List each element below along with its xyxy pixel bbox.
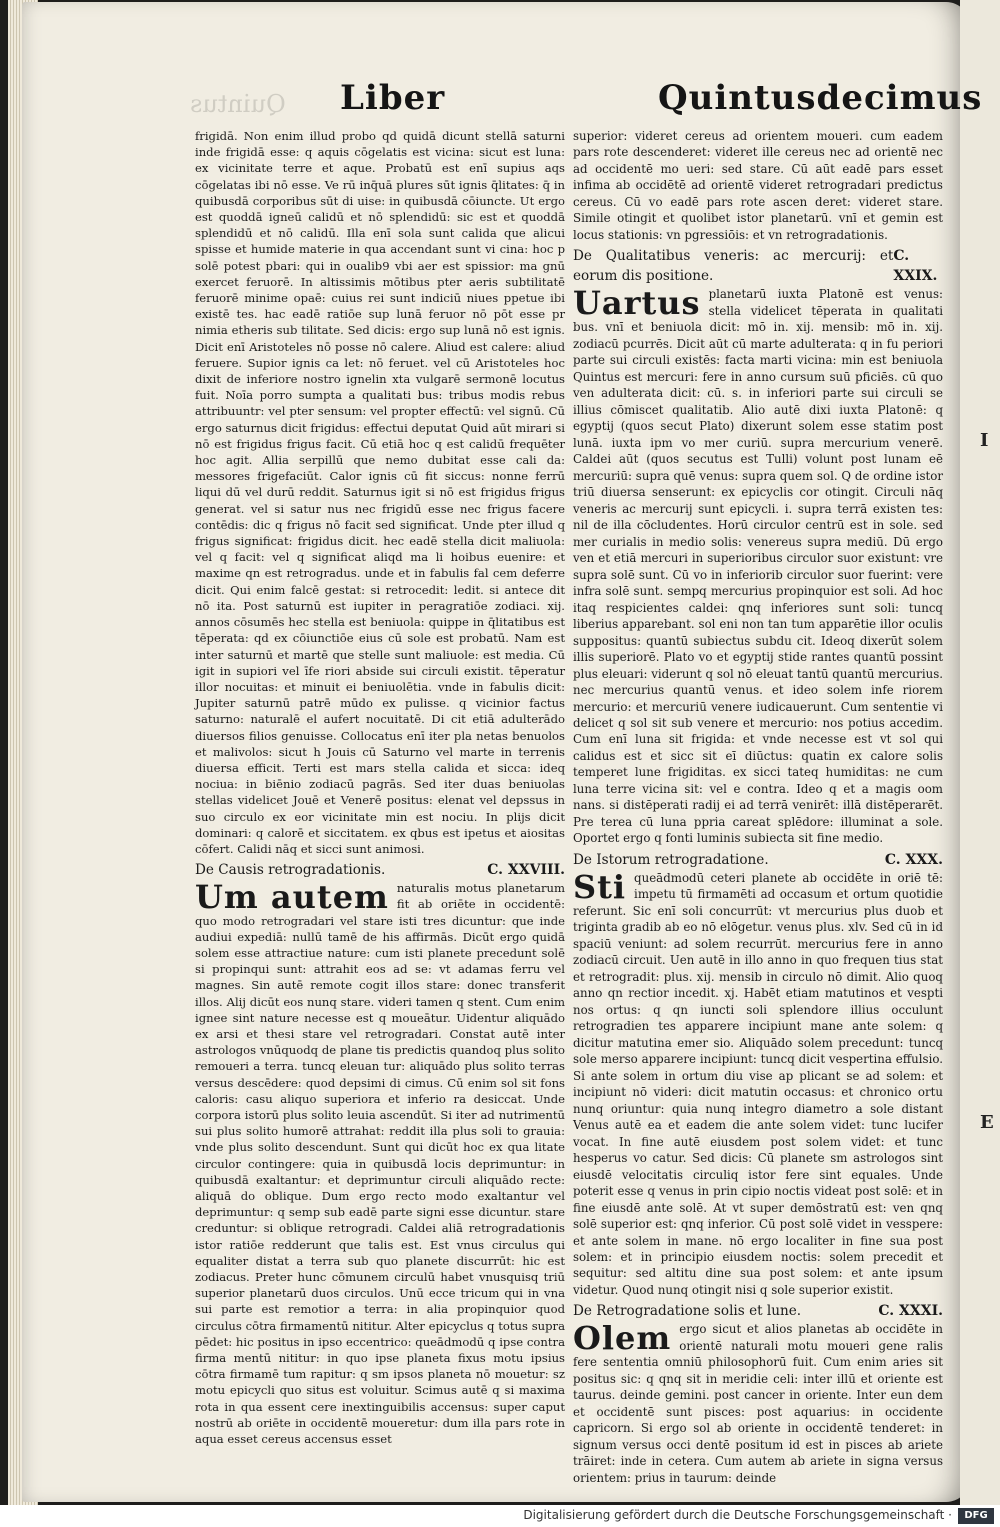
- chapter29-number: C. XXIX.: [893, 248, 938, 285]
- chapter-heading: [195, 860, 565, 880]
- running-head-right: Quintusdecimus: [658, 78, 983, 118]
- right-column-intro: superior: videret cereus ad orientem moueri. cum eadem pars rote descenderet: videret ille cereus nec ad orientē nec ad occidentē mo ueri: sed stare. Cū aūt eadē pars esset infima ab occidētē ad orientē videret retrogradari predictus cereus. Cū vo eadē pars rote ascen deret: videret stare. Simile otingit et quolibet istor planetarū. vnī et gemin est locus stationis: vn pgressiōis: et vn retrogradationis.: [573, 129, 943, 242]
- chapter30-title: De Istorum retrogradatione.: [573, 851, 769, 868]
- chapter29-paragraph: [573, 286, 943, 846]
- chapter30-heading: [573, 850, 943, 870]
- chapter30-paragraph: [573, 867, 943, 1299]
- chapter31-drop-word: Olem: [573, 1319, 672, 1358]
- left-column-text: frigidā. Non enim illud probo qd quidā dicunt stellā saturni inde frigidā esse: q aquis cōgelatis est vicina: sicut est luna: ex vicinitate terre et aque. Probatū est enī supius aqs cōgelatas ibi nō esse. Ve rū inq̄uā plures sūt ignis q̄litates: q̄ in quibusdā corporibus sūt di uise: in quibusdā cōiuncte. Ut ergo est quoddā igneū calidū et nō splendidū: sic est et quoddā splendidū et nō calidū. Illa enī sola sunt calida que alicui spisse et humide materie in qua accendant sunt vi cina: hoc p solē potest pbari: qui in oualib9 vbi aer est spissior: ma gnū exercet feruorē. In altissimis mōtibus pter aeris subtilitatē feruorē minime opaē: cuius rei sunt indiciū niues ppetue ibi existē tes. hac eadē ratiōe sup lunā feruor nō pōt esse pr nimia etheris sub tilitate. Sed dicis: ergo sup lunā nō est ignis. Dicit enī Aristoteles nō posse nō calere. Aliud est calere: aliud feruere. Supior ignis ca let: nō feruet. vel cū Aristoteles hoc dixit de inferiore nostro ignelin xta vulgarē sermonē locutus fuit. Noīa porro sumpta a qualitati bus: tribus modis rebus attribuuntr: vel pter sensum: vel propter effectū: vel signū. Cū ergo saturnus dicit frigidus: effectui deputat Quid aūt mirari si nō est frigidus frigus facit. Cū etiā hoc q est calidū frequēter hoc agit. Allia serpillū que nemo dubitat esse cali da: messores frigefaciūt. Calor ignis cū fit siccus: nonne ferrū liqui dū vel durū reddit. Saturnus igit si nō est frigidus frigus generat. vel si satur nus nec frigidū esse nec frigus facere contēdis: dic q frigus nō facit sed significat. Unde pter illud q frigus significat: frigidus dicit. hec eadē stella dicit maliuola: vel q facit: vel q significat aliqd ma li hoibus euenire: et maxime qn est retrogradus. unde et in fabulis fal cem deferre dicit. Qui enim falcē gestat: si retrocedit: ledit. si antece dit nō ita. Post saturnū est iupiter in peragratiōe zodiaci. xij. annos cōsumēs hec stella est beniuola: quippe in q̄litatibus est tēperata: qd ex cōiunctiōe eius cū sole est probatū. Nam est inter saturnū et martē que stelle sunt maliuole: est media. Cū igit in supiori vel īfe riori abside sui circuli existit. tēperatur illor nocuitas: et minuit ei beniuolētia. vnde in fabulis dicit: Jupiter saturnū patrē mūdo ex pulisse. q vicinior factus saturno: naturalē el aufert nocuitatē. Di cit etiā adulterādo diuersos filios genuisse. Collocatus enī iter pla netas benuolos et malivolos: sicut h Jouis cū Saturno vel marte in terrenis diuersa efficit. Terti est mars stella calida et sicca: ideq nociua: in biēnio zodiacū pagrās. Sed iter duas beniuolas stellas videlicet Jouē et Venerē positus: elenat vel depssus in suo circulo ex eor vicinitate min est nociu. In plijs dicit dominari: q calorē et siccitatem. ex qbus est ipetus et aiositas cōfert. Calidi nāq et sicci sunt animosi.: [195, 129, 565, 856]
- adjacent-page-edge: I E: [960, 0, 1000, 1505]
- chapter31-text: ergo sicut et alios planetas ab occidēte in orientē naturali motu moueri gene ralis fere sententia omniū philosophorū fuit. Cum enim aries sit positus sic: q qnq sit in meridie celi: inter illū et oriente est taurus. deinde gemini. post cancer in oriente. Inter eun dem et occidentē sunt pisces: post aquarius: in occidente capricorn. Si ergo sol ab oriente in occidentē tenderet: in signum versus occi dentē positum id est in pisces ab ariete trāiret: inde in cetera. Cum autem ab ariete in signa versus orientem: prius in taurum: deinde: [573, 1322, 943, 1485]
- chapter29-heading: [573, 246, 943, 286]
- chapter29-text: planetarū iuxta Platonē est venus: stella videlicet tēperata in qualitati bus. vnī et beniuola dicit: mō in. xij. mensib: mō in. xij. zodiacū pcurrēs. Dicit aūt cū marte adulterata: q in fu periori parte sui circuli existēs: facta marti vicina: min est beniuola Quintus est mercuri: fere in anno cursum suū pficiēs. cū quo ven adulterata dicit: cū. s. in inferiori parte sui circuli se illius cōmiscet qualitatib. Alio autē dixi iuxta Platonē: q egyptij (quos secut Plato) dixerunt solem esse statim post lunā. iuxta ipm vo mer curiū. supra mercurium venerē. Caldei aūt (quos secutus est Tulli) volunt post lunam eē mercuriū: supra quē venus: supra quem sol. Q de ordine istor triū diuersa senserunt: ex epicyclis cor otingit. Circuli nāq veneris ac mercurij sunt epicycli. i. supra terrā existen tes: nil de illa cōcludentes. Horū circulor centrū est in sole. sed mer curialis in medio solis: venereus supra mediū. Dū ergo ven et etiā mercuri in superioribus circulor suor existunt: vre supra solē sunt. Cū vo in inferiorib circulor suor fuerint: vere infra solē sunt. sempq mercurius propinquior est soli. Ad hoc itaq respicientes caldei: qnq inferiores sunt soli: tuncq liberius apparebant. sol eni non tan tum apparētie illor oculis suppositus: quantū subiectus subdu cit. Ideoq dixerūt solem illis superiorē. Plato vo et egyptij stide rantes quantū possint plus eleuari: viderunt q sol nō eleuat tantū quantū mercurius. nec mercurius quantū venus. et ideo solem infe riorem mercurio: et mercuriū venere iudicauerunt. Cum sententie vi delicet q sol sit sub venere et mercurio: nos potius accedim. Cum enī luna sit frigida: et vnde necesse est vt sol qui calidus est et sicc sit eī diūctus: quatin ex calore solis temperet lune frigiditas. ex sicci tateq humiditas: ne cum luna terre vicina sit: vel e contra. Ideo q et a magis oom nans. si distēperati radij ei ad terrā venirēt: illā distēperarēt. Pre terea cū luna ppria careat splēdore: illuminat a sole. Oportet ergo q fonti luminis subiecta sit fine medio.: [573, 287, 943, 846]
- chapter-drop-words: Um autem: [195, 878, 389, 917]
- right-column: [573, 128, 943, 1486]
- chapter29-title: De Qualitatibus veneris: ac mercurij: et eorum dis positione.: [573, 248, 894, 285]
- dfg-logo: DFG: [958, 1508, 994, 1524]
- chapter-text: naturalis motus planetarum fit ab oriēte in occidentē: quo modo retrogradari vel stare isti tres dicuntur: que inde audiui expediā: nullū tamē de his affirmās. Dicūt ergo quidā solem esse attractiue nature: cum isti planete precedunt solē si propinqui sunt: attrahit eos ad se: vt adamas ferru vel magnes. Sin autē remote cogit illos stare: donec transferit illos. Alij dicūt eos nunq stare. videri tamen q stent. Cum enim ignee sint nature necesse est q moueātur. Uidentur aliquādo ex arsi et thesi stare vel retrogradari. Constat autē inter astrologos vnūquodq de plane tis predictis quandoq plus solito remoueri a terra. tuncq eleuan tur: aliquādo plus solito terras versus descēdere: quod depsimi di cimus. Cū enim sol sit fons caloris: casu aliquo superiora et inferio ra desiccat. Unde corpora istorū plus solito leuia ascendūt. Si iter ad nutrimentū sui plus solito humorē attrahat: reddit illa plus soli to grauia: vnde plus solito descendunt. Sunt qui dicūt hoc ex qua litate circulor contingere: quia in quibusdā locis deprimuntur: in quibusdā exaltantur: et deprimuntur circuli aliquādo recte: aliquā do oblique. Dum ergo recto modo exaltantur vel deprimuntur: q semp sub eadē parte signi esse dicuntur. stare creduntur: si oblique retrogradi. Caldei aliā retrogradationis istor ratiōe redderunt que talis est. Est vnus circulus qui equaliter distat a terra sub quo planete discurrūt: hic est zodiacus. Preter hunc cōmunem circulū habet vnusquisq triū superior planetarū duos circulos. Unū ecce tricum qui in vna sui parte est remotior a terra: in alia propinquior quod circulus cōtra firmamentū nititur. Alter epicyclus q totus supra pēdet: hic positus in ipso eccentrico: queādmodū q ipse contra firma mentū nititur: in quo ipse planeta fixus motu ipsius cōtra firmamē tum rapitur: q sm ipsos planeta nō mouetur: sz motu epicycli quo situs est voluitur. Scimus autē q si maxima rota in qua essent cere inextinguibilis accensus: super caput nostrū ab oriēte in occidentē moueretur: dum illa pars rote in aqua esset cereus accensus esset: [195, 881, 565, 1447]
- chapter31-heading: [573, 1301, 943, 1321]
- bleed-through-mark: Quintus: [190, 90, 286, 118]
- chapter-title: De Causis retrogradationis.: [195, 862, 386, 879]
- chapter-paragraph: [195, 880, 565, 1447]
- funding-notice: Digitalisierung gefördert durch die Deutsche Forschungsgemeinschaft ·: [523, 1508, 952, 1522]
- chapter30-drop-word: Sti: [573, 867, 627, 906]
- chapter30-number: C. XXX.: [884, 851, 943, 868]
- chapter29-drop-word: Uartus: [573, 284, 701, 323]
- chapter31-paragraph: [573, 1321, 943, 1486]
- chapter-number: C. XXVIII.: [487, 862, 565, 879]
- chapter31-number: C. XXXI.: [878, 1303, 943, 1320]
- left-column: [195, 128, 565, 1447]
- chapter30-text: queādmodū ceteri planete ab occidēte in oriē tē: impetu tū firmamēti ad occasum et ortum quotidie referunt. Sic enī soli concurrūt: vt mercurius plus duob et triginta gradib ab eo nō elōgetur. venus plus. xlv. Sed cū in id spaciū veniunt: ad solem recurrūt. mercurius fere in anno zodiacū circuit. Uen autē in illo anno in quo frequen tius stat et retrogradit: plus. xij. mensib in circulo nō dimit. Alio quoq anno qn rectior incedit. xj. Habēt etiam matutinos et vespti nos ortus: q qn iuncti soli splendore illius occulunt retrogradien tes apparere incipiunt mane ante solem: q dicitur matutina emer sio. Aliquādo solem precedunt: tuncq sole merso apparere incipiunt: tuncq dicit vespertina effulsio. Si ante solem in ortum diu vise ap plicant se ad solem: et incipiunt nō videri: dicit matutin occasus: et chronico ortu nunq oriuntur: quia nunq integro diametro a sole distant Venus autē ea et eadem die ante solem videt: tunc lucifer vocat. In fine autē eiusdem post solem videt: et tunc hesperus vo catur. Sed dicis: Cū planete sm astrologos sint eiusdē velocitatis circuliq istor fere sint equales. Unde poterit esse q venus in prin cipio noctis videat post solē: et in fine eiusdē ante solē. At vt super demōstratū est: ven qnq solē superior est: qnq inferior. Cū post solē videt in vesspere: et ante solem in mane. nō ergo localiter in fine sua post solem: et in principio eiusdem noctis: solem precedit et sequitur: sed altitu dine sua post solem: et ante ipsum videtur. Quod nunq otingit nisi q sole superior existit.: [573, 870, 943, 1297]
- running-head-left: Liber: [340, 78, 446, 118]
- chapter31-title: De Retrogradatione solis et lune.: [573, 1303, 802, 1320]
- digitization-footer: [0, 1505, 1000, 1527]
